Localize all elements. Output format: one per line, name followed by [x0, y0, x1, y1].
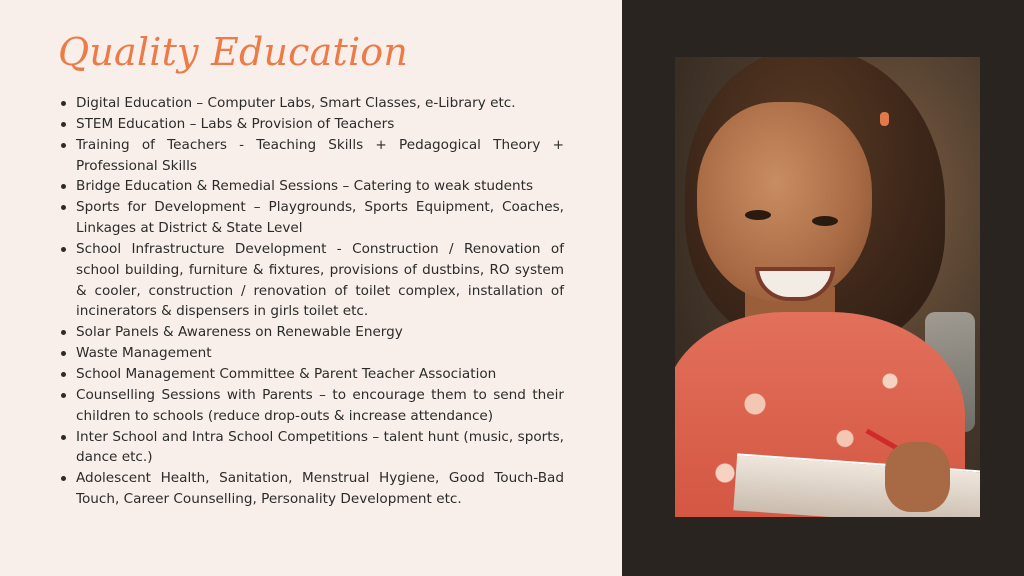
bullet-item: Solar Panels & Awareness on Renewable Energy: [58, 322, 564, 343]
right-eye-shape: [812, 216, 838, 226]
bullet-item: Adolescent Health, Sanitation, Menstrual Hygiene, Good Touch-Bad Touch, Career Counselling, Personality Development etc.: [58, 468, 564, 510]
hair-tie-shape: [880, 112, 889, 126]
bullet-item: School Infrastructure Development - Construction / Renovation of school building, furniture & fixtures, provisions of dustbins, RO system & cooler, construction / renovation of toilet complex, installation of incinerators & dispensers in girls toilet etc.: [58, 239, 564, 322]
bullet-item: Waste Management: [58, 343, 564, 364]
bullet-item: Sports for Development – Playgrounds, Sports Equipment, Coaches, Linkages at District & State Level: [58, 197, 564, 239]
bullet-item: Inter School and Intra School Competitions – talent hunt (music, sports, dance etc.): [58, 427, 564, 469]
bullet-item: Counselling Sessions with Parents – to encourage them to send their children to schools (reduce drop-outs & increase attendance): [58, 385, 564, 427]
bullet-item: Bridge Education & Remedial Sessions – Catering to weak students: [58, 176, 564, 197]
bullet-list: [58, 93, 564, 510]
face-shape: [697, 102, 872, 302]
left-eye-shape: [745, 210, 771, 220]
bullet-item: Digital Education – Computer Labs, Smart Classes, e-Library etc.: [58, 93, 564, 114]
bullet-item: Training of Teachers - Teaching Skills + Pedagogical Theory + Professional Skills: [58, 135, 564, 177]
bullet-item: School Management Committee & Parent Teacher Association: [58, 364, 564, 385]
slide-title: Quality Education: [58, 30, 409, 74]
hand-shape: [885, 442, 950, 512]
bullet-item: STEM Education – Labs & Provision of Teachers: [58, 114, 564, 135]
student-photo: [675, 57, 980, 517]
